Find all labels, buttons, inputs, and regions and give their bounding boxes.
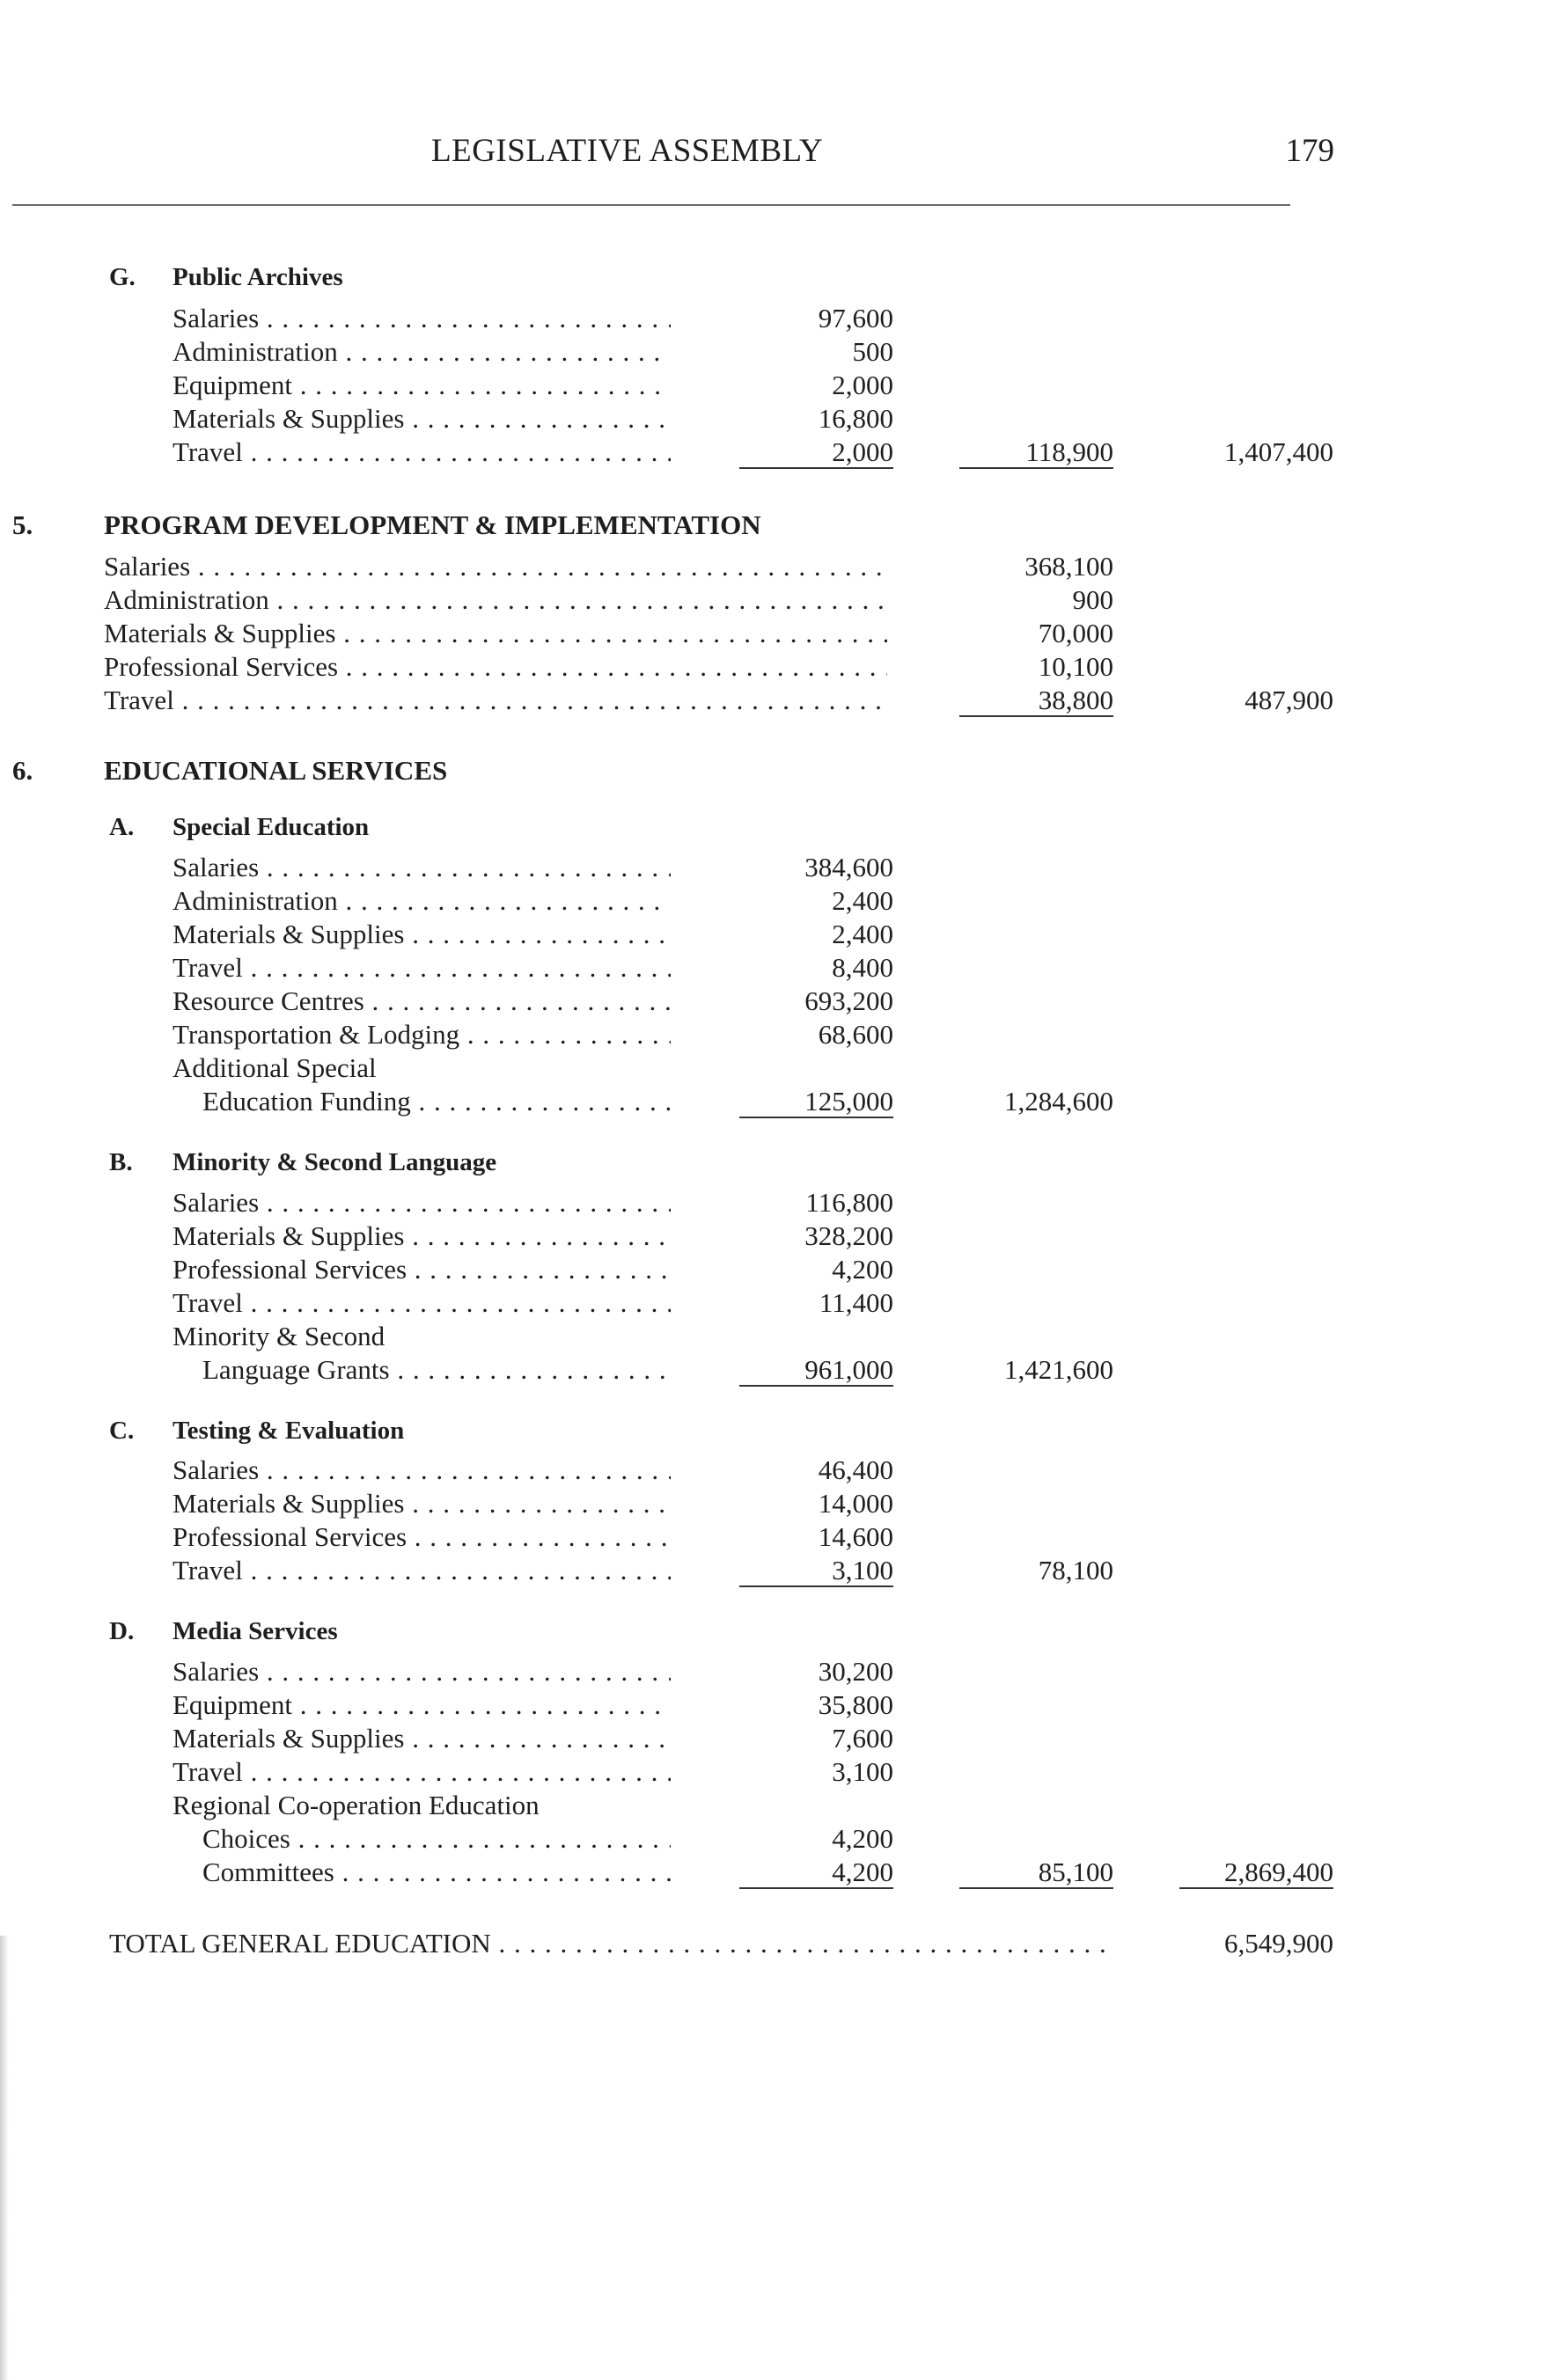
line-amount: 961,000: [804, 1354, 893, 1385]
line-label: Travel . . .: [173, 436, 671, 469]
line-label: Equipment . . .: [173, 369, 671, 402]
line-label: Regional Co-operation Education: [173, 1790, 540, 1820]
line-amount: 2,400: [832, 919, 893, 949]
subsection-a-marker: A.: [109, 813, 135, 841]
line-label: Additional Special: [173, 1052, 377, 1083]
line-amount: 10,100: [1038, 651, 1113, 682]
line-label: Transportation & Lodging . . .: [173, 1018, 671, 1051]
subsection-d-marker: D.: [109, 1617, 135, 1645]
line-amount: 693,200: [804, 985, 893, 1016]
budget-line: [0, 1520, 1542, 1554]
subsection-d-heading: [0, 1615, 1542, 1648]
underline-rule: [739, 467, 893, 469]
section-g-title: Public Archives: [173, 263, 343, 291]
line-label: Administration . . .: [173, 335, 671, 369]
section-g-marker: G.: [109, 263, 136, 291]
line-label: Professional Services . . .: [173, 1520, 671, 1554]
budget-line: [0, 1487, 1542, 1520]
line-amount: 11,400: [819, 1287, 893, 1318]
line-label: Salaries . . .: [173, 851, 671, 884]
line-amount: 38,800: [1038, 685, 1113, 715]
line-amount: 4,200: [832, 1823, 893, 1854]
budget-line: [0, 302, 1542, 335]
subsection-c-marker: C.: [109, 1417, 135, 1445]
budget-line: [0, 1755, 1542, 1789]
budget-line: [0, 1085, 1542, 1118]
subtotal-amount: 85,100: [1038, 1856, 1113, 1887]
line-label: Language Grants . . .: [202, 1353, 671, 1387]
line-amount: 70,000: [1038, 618, 1113, 648]
subsection-c-heading: [0, 1414, 1542, 1447]
line-amount: 4,200: [832, 1856, 893, 1887]
budget-line: [0, 1219, 1542, 1253]
grand-total-label: TOTAL GENERAL EDUCATION . . .: [109, 1927, 1111, 1960]
line-label: Professional Services . . .: [173, 1253, 671, 1286]
line-label: Salaries . . .: [173, 1454, 671, 1487]
section-g-heading: [0, 260, 1542, 294]
budget-line: [0, 1286, 1542, 1320]
section-6-heading: [0, 753, 1542, 788]
budget-line: [0, 884, 1542, 918]
section-5-number: 5.: [12, 509, 33, 540]
line-label: Salaries . . .: [173, 1186, 671, 1219]
line-label: Materials & Supplies . . .: [104, 617, 887, 650]
line-amount: 46,400: [818, 1454, 893, 1485]
line-label: Resource Centres . . .: [173, 985, 671, 1018]
line-label: Committees . . .: [202, 1856, 671, 1889]
line-label: Salaries . . .: [173, 302, 671, 335]
budget-line: [0, 1186, 1542, 1219]
line-amount: 368,100: [1024, 551, 1113, 582]
line-label: Travel . . .: [173, 1286, 671, 1320]
subtotal-amount: 118,900: [1025, 436, 1113, 467]
line-amount: 116,800: [805, 1187, 893, 1218]
budget-line-continued: [0, 1051, 1542, 1085]
scan-edge-shadow: [0, 1936, 9, 2380]
subsection-a-title: Special Education: [173, 813, 370, 841]
budget-line: [0, 1688, 1542, 1722]
underline-rule: [739, 1117, 893, 1118]
subsection-c-title: Testing & Evaluation: [173, 1417, 405, 1445]
underline-rule: [1179, 1887, 1333, 1889]
budget-line: [0, 369, 1542, 402]
budget-line: [0, 951, 1542, 985]
program-total-amount: 487,900: [1245, 685, 1333, 715]
grand-total-line: [0, 1927, 1542, 1960]
line-amount: 2,000: [832, 436, 893, 467]
underline-rule: [959, 467, 1113, 469]
budget-line: [0, 1655, 1542, 1688]
line-label: Materials & Supplies . . .: [173, 918, 671, 951]
line-amount: 7,600: [832, 1723, 893, 1754]
budget-line: [0, 583, 1542, 617]
line-label: Administration . . .: [104, 583, 887, 617]
line-label: Materials & Supplies . . .: [173, 402, 671, 436]
line-amount: 3,100: [832, 1555, 893, 1585]
line-label: Materials & Supplies . . .: [173, 1219, 671, 1253]
page-number: 179: [1285, 133, 1334, 169]
subtotal-amount: 1,421,600: [1004, 1354, 1113, 1385]
line-label: Materials & Supplies . . .: [173, 1722, 671, 1755]
subsection-b-title: Minority & Second Language: [173, 1148, 497, 1176]
underline-rule: [959, 1887, 1113, 1889]
line-amount: 3,100: [832, 1756, 893, 1787]
line-amount: 125,000: [804, 1086, 893, 1117]
budget-line: [0, 851, 1542, 884]
line-label: Materials & Supplies . . .: [173, 1487, 671, 1520]
line-amount: 97,600: [818, 303, 893, 333]
line-amount: 2,000: [832, 370, 893, 400]
line-label: Salaries . . .: [173, 1655, 671, 1688]
subsection-b-marker: B.: [109, 1148, 133, 1176]
subsection-d-title: Media Services: [173, 1617, 338, 1645]
line-amount: 35,800: [818, 1689, 893, 1720]
budget-line: [0, 1722, 1542, 1755]
line-label: Travel . . .: [104, 684, 887, 717]
section-5-heading: [0, 508, 1542, 543]
line-label: Professional Services . . .: [104, 650, 887, 684]
line-amount: 384,600: [804, 852, 893, 882]
budget-line-continued: [0, 1320, 1542, 1353]
budget-line: [0, 684, 1542, 717]
line-amount: 2,400: [832, 885, 893, 916]
line-amount: 900: [1072, 584, 1113, 615]
budget-line: [0, 1353, 1542, 1387]
grand-total-amount: 6,549,900: [1224, 1928, 1333, 1959]
underline-rule: [739, 1887, 893, 1889]
line-amount: 14,000: [818, 1488, 893, 1519]
underline-rule: [959, 715, 1113, 717]
line-label: Travel . . .: [173, 951, 671, 985]
budget-line: [0, 1822, 1542, 1856]
budget-line: [0, 1454, 1542, 1487]
line-label: Travel . . .: [173, 1554, 671, 1587]
budget-line: [0, 1856, 1542, 1889]
line-amount: 4,200: [832, 1254, 893, 1285]
line-label: Choices . . .: [202, 1822, 671, 1856]
budget-line: [0, 436, 1542, 469]
line-label: Education Funding . . .: [202, 1085, 671, 1118]
line-amount: 328,200: [804, 1220, 893, 1251]
budget-line-continued: [0, 1789, 1542, 1822]
budget-line: [0, 617, 1542, 650]
program-total-amount: 2,869,400: [1224, 1856, 1333, 1887]
budget-line: [0, 1554, 1542, 1587]
page-header: [0, 132, 1542, 176]
budget-line: [0, 1018, 1542, 1051]
section-5-title: PROGRAM DEVELOPMENT & IMPLEMENTATION: [104, 509, 761, 540]
budget-line: [0, 650, 1542, 684]
program-total-amount: 1,407,400: [1224, 436, 1333, 467]
header-rule: [12, 204, 1290, 206]
section-6-number: 6.: [12, 755, 33, 786]
budget-line: [0, 402, 1542, 436]
underline-rule: [739, 1585, 893, 1587]
subsection-b-heading: [0, 1146, 1542, 1179]
line-amount: 14,600: [818, 1521, 893, 1552]
page-title: LEGISLATIVE ASSEMBLY: [431, 133, 824, 169]
line-amount: 68,600: [818, 1019, 893, 1050]
underline-rule: [739, 1385, 893, 1387]
budget-line: [0, 550, 1542, 583]
budget-line: [0, 985, 1542, 1018]
budget-line: [0, 1253, 1542, 1286]
line-amount: 30,200: [818, 1656, 893, 1687]
budget-line: [0, 335, 1542, 369]
budget-line: [0, 918, 1542, 951]
line-amount: 16,800: [818, 403, 893, 434]
subsection-a-heading: [0, 810, 1542, 844]
line-label: Minority & Second: [173, 1321, 386, 1351]
subtotal-amount: 78,100: [1038, 1555, 1113, 1585]
line-label: Administration . . .: [173, 884, 671, 918]
line-amount: 500: [852, 336, 893, 367]
line-label: Salaries . . .: [104, 550, 887, 583]
line-label: Travel . . .: [173, 1755, 671, 1789]
section-6-title: EDUCATIONAL SERVICES: [104, 755, 448, 786]
line-label: Equipment . . .: [173, 1688, 671, 1722]
line-amount: 8,400: [832, 952, 893, 983]
subtotal-amount: 1,284,600: [1004, 1086, 1113, 1117]
